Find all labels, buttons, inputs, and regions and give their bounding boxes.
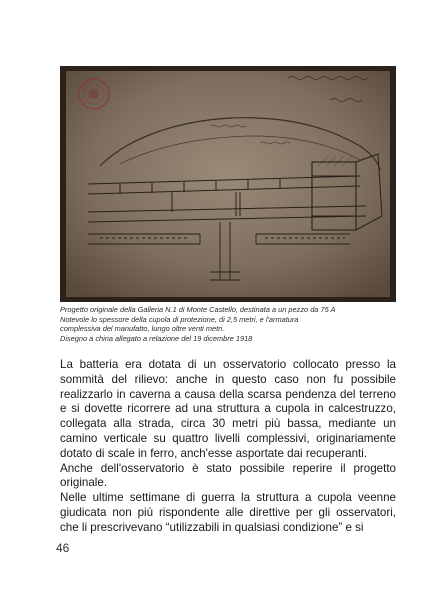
caption-line: Disegno a china allegato a relazione del 19 dicembre 1918 (60, 333, 253, 343)
page-number: 46 (56, 541, 70, 555)
figure-caption (60, 305, 396, 343)
paragraph: Anche dell'osservatorio è stato possibile reperire il progetto originale. (60, 461, 396, 490)
historical-drawing-figure (60, 66, 396, 302)
paper-sheet (66, 71, 390, 297)
caption-line: Notevole lo spessore della cupola di protezione, di 2,5 metri, e l'armatura (60, 314, 299, 324)
caption-line: complessiva del manufatto, lungo oltre venti metri. (60, 324, 225, 334)
caption-line: Progetto originale della Galleria N.1 di Monte Castello, destinata a un pezzo da 75 A (60, 305, 336, 314)
tunnel-plan-drawing (60, 66, 396, 302)
paragraph: Nelle ultime settimane di guerra la struttura a cupola veenne giudicata non più rispondente alle direttive per gli osservatori, che li prescrivevano “utilizzabili in qualsiasi condizione” e si (60, 491, 396, 534)
paragraph: La batteria era dotata di un osservatorio collocato presso la sommità del rilievo: anche in questo caso non fu possibile realizzarlo in caverna a causa della scarsa pendenza del terreno e si dovette ricorrere ad una struttura a cupola in calcestruzzo, collegata alla strada, circa 30 metri più bassa, mediante un camino verticale su quattro livelli complessivi, originariamente dotato di scale in ferro, anch'esse asportate dai recuperanti. (60, 358, 396, 460)
body-text (60, 358, 396, 536)
